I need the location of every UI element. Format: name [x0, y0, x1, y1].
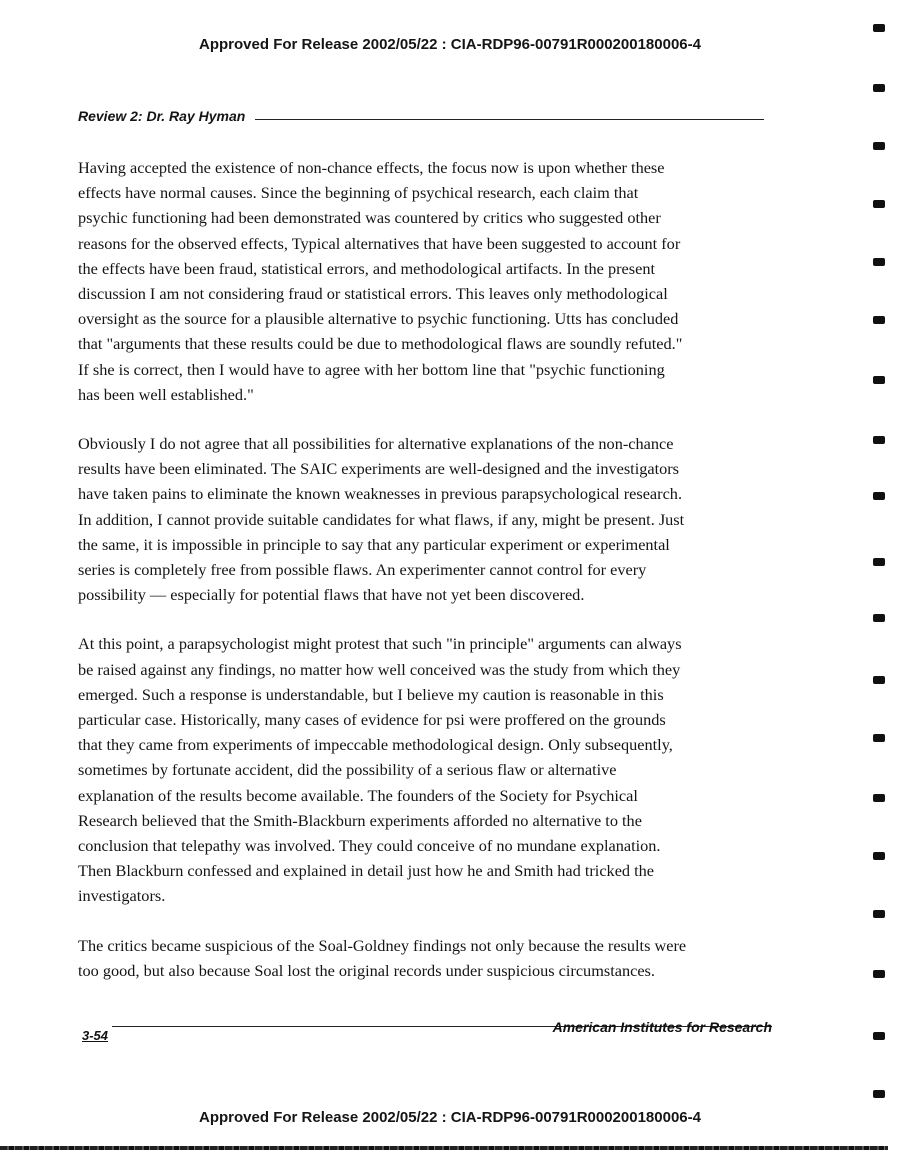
scan-margin-mark — [873, 734, 885, 742]
text-line: If she is correct, then I would have to agree with her bottom line that "psychic functioning — [78, 359, 665, 379]
paragraph-3 — [78, 631, 768, 908]
scan-margin-mark — [873, 142, 885, 150]
scan-margin-mark — [873, 316, 885, 324]
text-line: possibility — especially for potential flaws that have not yet been discovered. — [78, 585, 585, 605]
text-line: have taken pains to eliminate the known weaknesses in previous parapsychological research. — [78, 484, 683, 504]
scan-margin-mark — [873, 558, 885, 566]
scan-margin-mark — [873, 84, 885, 92]
text-line: The critics became suspicious of the Soal-Goldney findings not only because the results were — [78, 935, 687, 955]
page-footer — [82, 1019, 772, 1043]
text-line: explanation of the results become available. The founders of the Society for Psychical — [78, 785, 638, 805]
text-line: that "arguments that these results could be due to methodological flaws are soundly refuted." — [78, 334, 683, 354]
text-line: the same, it is impossible in principle to say that any particular experiment or experimental — [78, 534, 670, 554]
text-line: sometimes by fortunate accident, did the possibility of a serious flaw or alternative — [78, 760, 617, 780]
scan-margin-mark — [873, 614, 885, 622]
text-line: particular case. Historically, many cases of evidence for psi were proffered on the grounds — [78, 710, 666, 730]
text-line: Research believed that the Smith-Blackburn experiments afforded no alternative to the — [78, 810, 642, 830]
text-line: investigators. — [78, 886, 166, 906]
review-header — [78, 108, 764, 124]
header-rule — [255, 119, 764, 120]
text-line: oversight as the source for a plausible alternative to psychic functioning. Utts has concluded — [78, 309, 679, 329]
text-line: psychic functioning had been demonstrated was countered by critics who suggested other — [78, 208, 661, 228]
text-line: too good, but also because Soal lost the original records under suspicious circumstances. — [78, 960, 655, 980]
scan-edge-strip — [0, 1146, 888, 1150]
release-footer: Approved For Release 2002/05/22 : CIA-RDP96-00791R000200180006-4 — [199, 1109, 701, 1126]
scan-margin-mark — [873, 794, 885, 802]
paragraph-2 — [78, 431, 768, 607]
text-line: Having accepted the existence of non-chance effects, the focus now is upon whether these — [78, 158, 665, 177]
paragraph-1 — [78, 155, 768, 407]
scan-margin-mark — [873, 910, 885, 918]
text-line: series is completely free from possible flaws. An experimenter cannot control for every — [78, 560, 647, 580]
scan-margin-mark — [873, 970, 885, 978]
text-line: results have been eliminated. The SAIC experiments are well-designed and the investigators — [78, 459, 680, 479]
text-line: be raised against any findings, no matter how well conceived was the study from which they — [78, 659, 681, 679]
page-number: 3-54 — [82, 1028, 109, 1043]
text-line: has been well established." — [78, 384, 254, 404]
organization-name: American Institutes for Research — [552, 1019, 772, 1035]
scan-margin-mark — [873, 1090, 885, 1098]
text-line: In addition, I cannot provide suitable candidates for what flaws, if any, might be present. Just — [78, 509, 685, 529]
text-line: Obviously I do not agree that all possibilities for alternative explanations of the non-chance — [78, 434, 674, 454]
scan-margin-mark — [873, 258, 885, 266]
text-line: conclusion that telepathy was involved. They could conceive of no mundane explanation. — [78, 836, 661, 856]
paragraph-4 — [78, 933, 768, 983]
scan-margin-mark — [873, 1032, 885, 1040]
scan-margin-mark — [873, 852, 885, 860]
scan-margin-mark — [873, 200, 885, 208]
text-line: At this point, a parapsychologist might protest that such "in principle" arguments can always — [78, 634, 682, 654]
scan-margin-mark — [873, 376, 885, 384]
scan-margin-mark — [873, 492, 885, 500]
review-title: Review 2: Dr. Ray Hyman — [78, 108, 246, 124]
text-line: Then Blackburn confessed and explained in detail just how he and Smith had tricked the — [78, 861, 655, 881]
text-line: effects have normal causes. Since the beginning of psychical research, each claim that — [78, 183, 639, 203]
text-line: discussion I am not considering fraud or statistical errors. This leaves only methodological — [78, 284, 668, 304]
release-header: Approved For Release 2002/05/22 : CIA-RDP96-00791R000200180006-4 — [199, 36, 701, 53]
body-text — [78, 155, 768, 1007]
scan-margin-mark — [873, 436, 885, 444]
text-line: emerged. Such a response is understandable, but I believe my caution is reasonable in this — [78, 684, 664, 704]
scan-margin-mark — [873, 24, 885, 32]
text-line: that they came from experiments of impeccable methodological design. Only subsequently, — [78, 735, 673, 755]
text-line: reasons for the observed effects, Typical alternatives that have been suggested to account for — [78, 233, 681, 253]
text-line: the effects have been fraud, statistical errors, and methodological artifacts. In the present — [78, 258, 655, 278]
scan-margin-mark — [873, 676, 885, 684]
